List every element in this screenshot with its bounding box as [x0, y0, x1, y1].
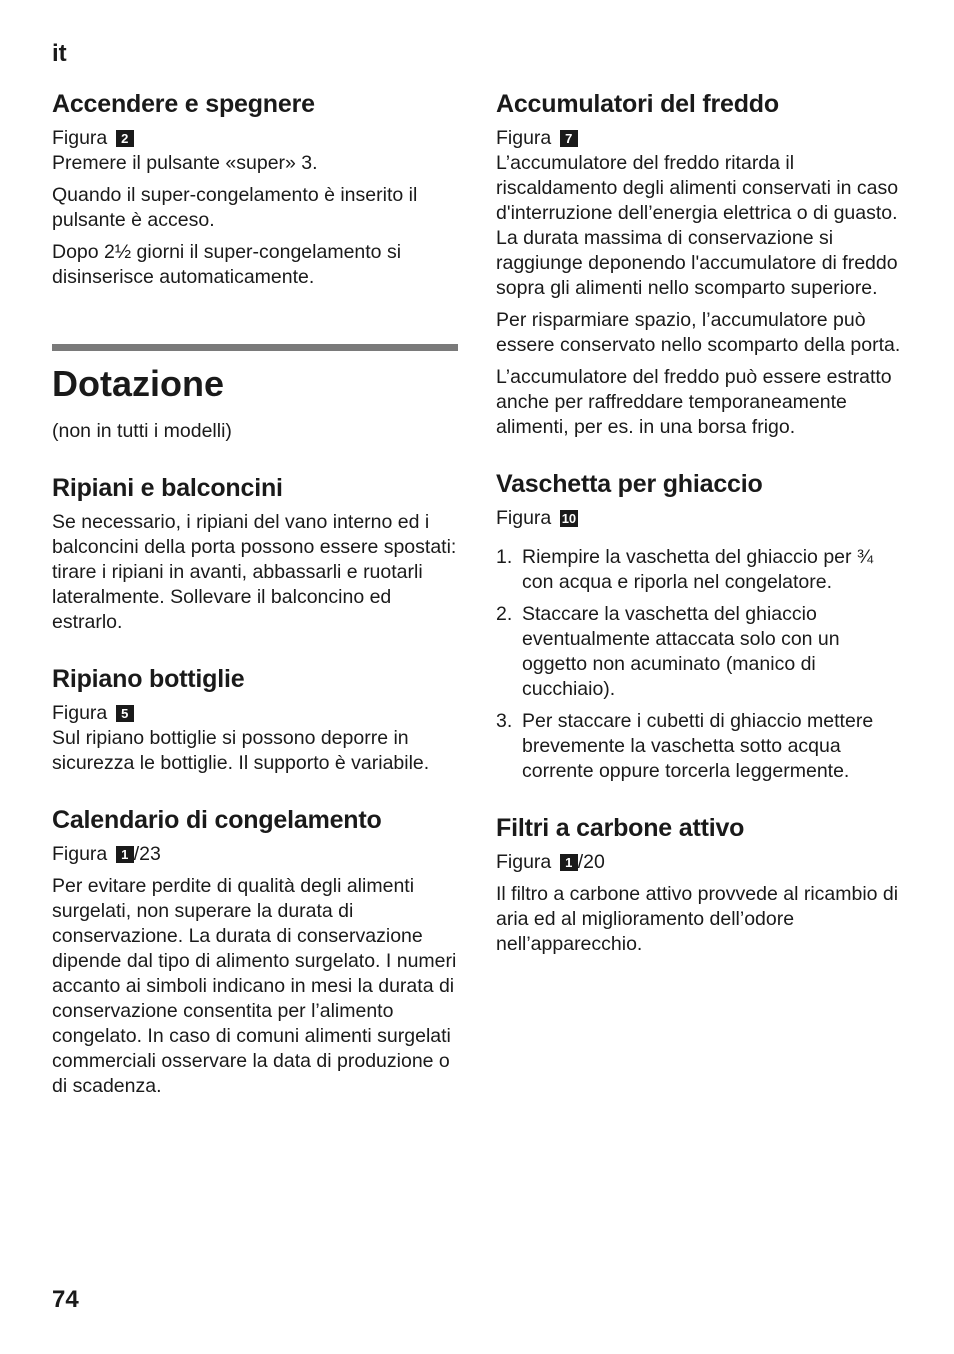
section-title: Accumulatori del freddo: [496, 90, 779, 118]
step-text: Riempire la vaschetta del ghiaccio per ¾ con acqua e riporla nel congelatore.: [522, 546, 874, 593]
page-number: 74: [52, 1286, 79, 1313]
section-title: Accendere e spegnere: [52, 90, 315, 118]
chapter-subtitle: (non in tutti i modelli): [52, 420, 232, 442]
section-title: Calendario di congelamento: [52, 806, 382, 834]
section-filtri: [496, 812, 906, 957]
list-item: [496, 545, 906, 595]
section-title: Ripiano bottiglie: [52, 665, 245, 693]
figure-number-badge: 2: [116, 130, 134, 147]
paragraph: Per evitare perdite di qualità degli alimenti surgelati, non superare la durata di conservazione. La durata di conservazione dipende dal tipo di alimento surgelato. I numeri accanto ai simboli indicano in mesi la durata di conservazione consentita per l’alimento congelato. In caso di comuni alimenti surgelati commerciali osservare la data di produzione o di scadenza.: [52, 875, 457, 1097]
paragraph: Per risparmiare spazio, l’accumulatore può essere conservato nello scomparto della porta.: [496, 309, 901, 356]
section-title: Vaschetta per ghiaccio: [496, 470, 763, 498]
section-ripiano-bottiglie: [52, 663, 460, 776]
figure-reference: [52, 842, 460, 867]
section-calendario: [52, 804, 460, 1099]
figure-suffix: /20: [577, 851, 605, 873]
figure-label: Figura: [496, 507, 552, 529]
figure-reference: [52, 126, 460, 151]
chapter-divider: [52, 344, 458, 351]
paragraph: L’accumulatore del freddo ritarda il riscaldamento degli alimenti conservati in caso d'interruzione dell’energia elettrica o di guasto. La durata massima di conservazione si raggiunge deponendo l'accumulatore di freddo sopra gli alimenti nello scomparto superiore.: [496, 152, 899, 299]
step-number: 2.: [496, 603, 513, 625]
section-vaschetta: [496, 468, 906, 784]
figure-reference: [496, 506, 906, 531]
paragraph: Premere il pulsante «super» 3.: [52, 152, 318, 174]
paragraph: Sul ripiano bottiglie si possono deporre in sicurezza le bottiglie. Il supporto è variabile.: [52, 727, 430, 774]
left-column: [52, 88, 460, 1106]
figure-label: Figura: [496, 851, 552, 873]
figure-number-badge: 5: [116, 705, 134, 722]
steps-list: [496, 545, 906, 784]
figure-label: Figura: [52, 127, 108, 149]
section-title: Filtri a carbone attivo: [496, 814, 745, 842]
step-number: 3.: [496, 710, 513, 732]
section-accumulatori: [496, 88, 906, 440]
figure-reference: [52, 701, 460, 726]
figure-label: Figura: [52, 843, 108, 865]
figure-label: Figura: [496, 127, 552, 149]
section-accendere: [52, 88, 460, 290]
figure-suffix: /23: [133, 843, 161, 865]
step-text: Per staccare i cubetti di ghiaccio mettere brevemente la vaschetta sotto acqua corrente oppure torcerla leggermente.: [522, 710, 874, 782]
figure-number-badge: 7: [560, 130, 578, 147]
figure-number-badge: 1: [116, 846, 134, 863]
figure-number-badge: 10: [561, 511, 577, 526]
figure-reference: [496, 126, 906, 151]
chapter-title: Dotazione: [52, 363, 225, 404]
list-item: [496, 709, 906, 784]
right-column: [496, 88, 906, 964]
paragraph: Quando il super-congelamento è inserito il pulsante è acceso.: [52, 184, 418, 231]
figure-reference: [496, 850, 906, 875]
paragraph: Il filtro a carbone attivo provvede al ricambio di aria ed al miglioramento dell’odore nell’apparecchio.: [496, 883, 899, 955]
figure-label: Figura: [52, 702, 108, 724]
section-title: Ripiani e balconcini: [52, 474, 283, 502]
list-item: [496, 602, 906, 702]
paragraph: L’accumulatore del freddo può essere estratto anche per raffreddare temporaneamente alimenti, per es. in una borsa frigo.: [496, 366, 892, 438]
paragraph: Dopo 2½ giorni il super-congelamento si disinserisce automaticamente.: [52, 241, 402, 288]
figure-number-badge: 1: [560, 854, 578, 871]
language-code: it: [52, 40, 67, 67]
section-ripiani: [52, 472, 460, 635]
step-text: Staccare la vaschetta del ghiaccio eventualmente attaccata solo con un oggetto non acuminato (manico di cucchiaio).: [522, 603, 840, 700]
step-number: 1.: [496, 546, 513, 568]
paragraph: Se necessario, i ripiani del vano interno ed i balconcini della porta possono essere spostati: tirare i ripiani in avanti, abbassarli e ruotarli lateralmente. Sollevare il balconcino ed estrarlo.: [52, 511, 457, 633]
